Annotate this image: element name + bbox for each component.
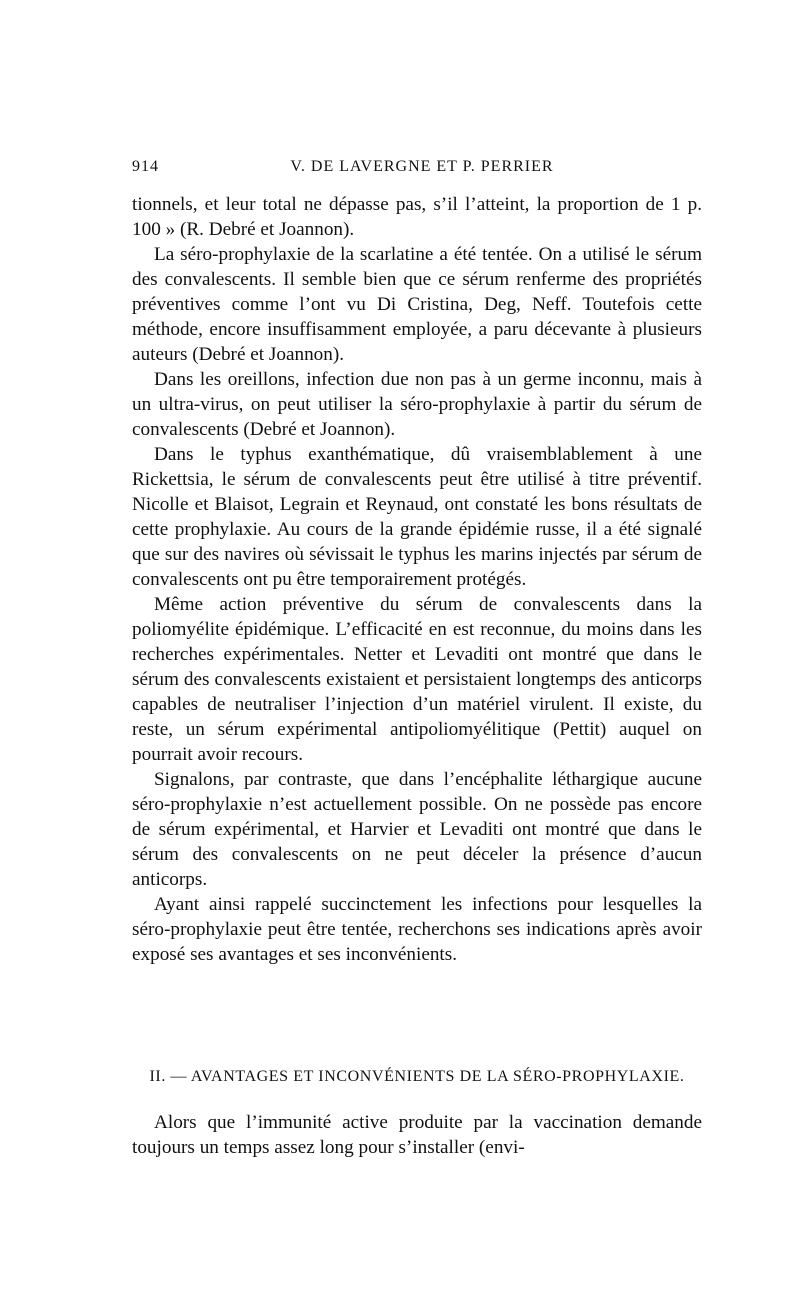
paragraph-immunite: Alors que l’immunité active produite par la vaccination demande toujours un temps assez long pour s’installer (envi- <box>132 1112 702 1158</box>
closing-text <box>132 1110 702 1160</box>
paragraph-continuation: tionnels, et leur total ne dépasse pas, s’il l’atteint, la proportion de 1 p. 100 » (R. Debré et Joannon). <box>132 194 702 240</box>
body-text <box>132 192 702 967</box>
paragraph-summary: Ayant ainsi rappelé succinctement les infections pour lesquelles la séro-prophylaxie peut être tentée, recherchons ses indications après avoir exposé ses avantages et ses inconvénients. <box>132 894 702 965</box>
paragraph-oreillons: Dans les oreillons, infection due non pas à un germe inconnu, mais à un ultra-virus, on peut utiliser la séro-prophylaxie à partir du sérum de convalescents (Debré et Joannon). <box>132 369 702 440</box>
page-header <box>132 158 712 182</box>
page-number: 914 <box>132 158 159 175</box>
section-heading: II. — AVANTAGES ET INCONVÉNIENTS DE LA SÉRO-PROPHYLAXIE. <box>149 1068 685 1085</box>
paragraph-scarlatine: La séro-prophylaxie de la scarlatine a été tentée. On a utilisé le sérum des convalescents. Il semble bien que ce sérum renferme des propriétés préventives comme l’ont vu Di Cristina, Deg, Neff. Toutefois cette méthode, encore insuffisamment employée, a paru décevante à plusieurs auteurs (Debré et Joannon). <box>132 244 702 365</box>
paragraph-encephalite: Signalons, par contraste, que dans l’encéphalite léthargique aucune séro-prophylaxie n’est actuellement possible. On ne possède pas encore de sérum expérimental, et Harvier et Levaditi ont montré que dans le sérum des convalescents on ne peut déceler la présence d’aucun anticorps. <box>132 769 702 890</box>
paragraph-typhus: Dans le typhus exanthématique, dû vraisemblablement à une Rickettsia, le sérum de convalescents peut être utilisé à titre préventif. Nicolle et Blaisot, Legrain et Reynaud, ont constaté les bons résultats de cette prophylaxie. Au cours de la grande épidémie russe, il a été signalé que sur des navires où sévissait le typhus les marins injectés par sérum de convalescents ont pu être temporairement protégés. <box>132 444 702 590</box>
paragraph-poliomyelite: Même action préventive du sérum de convalescents dans la poliomyélite épidémique. L’efficacité en est reconnue, du moins dans les recherches expérimentales. Netter et Levaditi ont montré que dans le sérum des convalescents existaient et persistaient longtemps des anticorps capables de neutraliser l’injection d’un matériel virulent. Il existe, du reste, un sérum expérimental antipoliomyélitique (Pettit) auquel on pourrait avoir recours. <box>132 594 702 765</box>
running-title: V. DE LAVERGNE ET P. PERRIER <box>290 158 554 175</box>
